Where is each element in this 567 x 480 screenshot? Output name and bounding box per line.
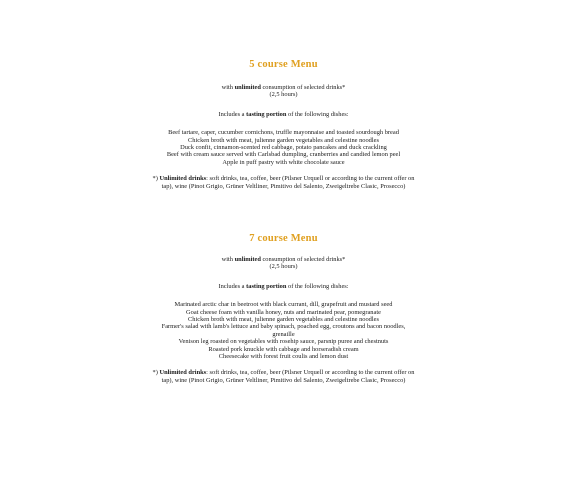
dish-list (159, 301, 409, 360)
dish-list (159, 129, 409, 166)
drinks-duration: (2,5 hours) (269, 263, 298, 271)
dish-item: Cheesecake with forest fruit coulis and lemon dust (218, 353, 349, 361)
dish-item: Chicken broth with meat, julienne garden vegetables and celestine noodles (188, 136, 379, 144)
dish-item: Beef tartare, caper, cucumber cornichons, truffle mayonnaise and toasted sourdough bread (168, 129, 399, 137)
dish-item: Farmer's salad with lamb's lettuce and baby spinach, poached egg, croutons and bacon noodles, grenaille (161, 323, 406, 338)
menu-7-course (0, 233, 567, 384)
dish-item: Apple in puff pastry with white chocolate sauce (222, 158, 345, 166)
dish-item: Goat cheese foam with vanilla honey, nuts and marinated pear, pomegranate (186, 308, 381, 316)
dish-item: Duck confit, cinnamon-scented red cabbage, potato pancakes and duck crackling (180, 144, 387, 152)
dish-item: Beef with cream sauce served with Carlsbad dumpling, cranberries and candied lemon peel (166, 151, 401, 159)
menu-5-course (0, 59, 567, 190)
drinks-line: with unlimited consumption of selected drinks* (221, 256, 346, 263)
tasting-line: Includes a tasting portion of the following dishes: (218, 110, 349, 118)
menu-title: 7 course Menu (249, 233, 318, 244)
menu-title: 5 course Menu (249, 59, 318, 70)
tasting-line: Includes a tasting portion of the following dishes: (218, 282, 349, 290)
drinks-footnote: *) Unlimited drinks: soft drinks, tea, coffee, beer (Pilsner Urquell or according to the current offer on tap), wine (Pinot Grigio, Grüner Veltliner, Pimitivo del Salento, Zweigeltrebe Clasic, Prosecco) (152, 175, 415, 190)
dish-item: Roasted pork knuckle with cabbage and horseradish cream (208, 345, 359, 353)
drinks-footnote: *) Unlimited drinks: soft drinks, tea, coffee, beer (Pilsner Urquell or according to the current offer on tap), wine (Pinot Grigio, Grüner Veltliner, Pimitivo del Salento, Zweigeltrebe Clasic, Prosecco) (152, 369, 415, 384)
drinks-line: with unlimited consumption of selected drinks* (221, 84, 346, 91)
dish-item: Marinated arctic char in beetroot with black currant, dill, grapefruit and mustard seed (174, 301, 393, 309)
dish-item: Chicken broth with meat, julienne garden vegetables and celestine noodles (188, 316, 379, 324)
drinks-duration: (2,5 hours) (269, 91, 298, 99)
dish-item: Venison leg roasted on vegetables with rosehip sauce, parsnip puree and chestnuts (178, 338, 389, 346)
